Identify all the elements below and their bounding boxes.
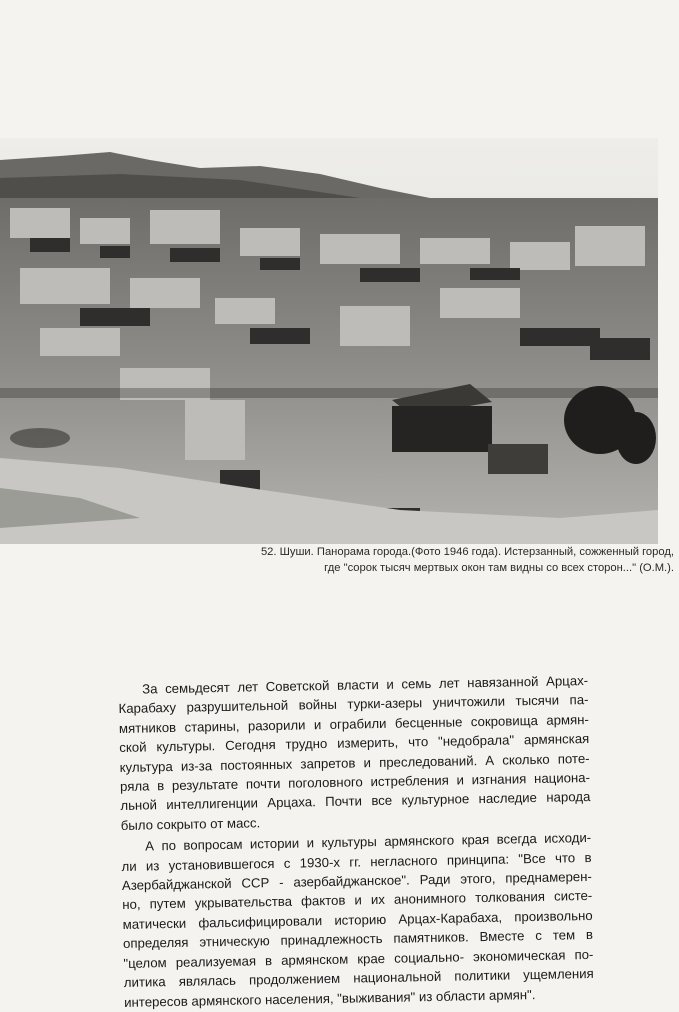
ruined-city-image [0,138,658,544]
text-line: определяя этническую принадлежность памятников. Вместе с тем в [122,927,594,952]
text-line: культура из-за постоянных запретов и преследований. А сколько поте- [119,750,590,775]
photo-caption [206,544,674,576]
text-line: интересов армянского населения, "выживания" из области армян". [124,986,536,1010]
text-line: но, путем укрывательства фактов и их анонимного толкования систе- [122,888,593,913]
text-line: За семьдесят лет Советской власти и семь лет навязанной Арцах- [142,672,589,697]
text-line: ской культуры. Сегодня трудно измерить, что "недобрала" армянская [119,731,590,756]
text-line: мятников старины, разорили и ограбили бесценные сокровища армян- [118,711,589,736]
article-body [118,671,594,1012]
paragraph-1 [118,671,591,835]
paragraph-2 [121,828,594,1012]
text-line: А по вопросам истории и культуры армянского края всегда исходи- [145,830,592,854]
text-line: "целом реализуемая в армянском крае социально- экономическая по- [123,946,594,971]
city-panorama-photo [0,138,658,544]
text-line: Карабаху разрушительной войны турки-азеры уничтожили тысячи па- [118,692,589,717]
caption-line-2: где "сорок тысяч мертвых окон там видны со всех сторон..." (О.М.). [324,562,674,574]
text-line: Азербайджанской ССР - азербайджанское". Ради этого, преднамерен- [121,869,593,894]
text-line: матически фальсифицировали историю Арцах-Карабаха, произвольно [122,907,593,932]
text-line: литика являлась продолжением национальной политики ущемления [123,966,594,991]
text-line: было сокрыто от масс. [120,815,261,833]
caption-line-1: 52. Шуши. Панорама города.(Фото 1946 года). Истерзанный, сожженный город, [260,546,674,558]
text-line: льной интеллигенции Арцаха. Почти все культурное наследие народа [120,789,591,814]
text-line: ряла в результате почти поголовного истребления и изгнания национа- [119,769,591,795]
text-line: ли из установившегося с 1930-х гг. негласного принципа: "Все что в [121,849,592,874]
